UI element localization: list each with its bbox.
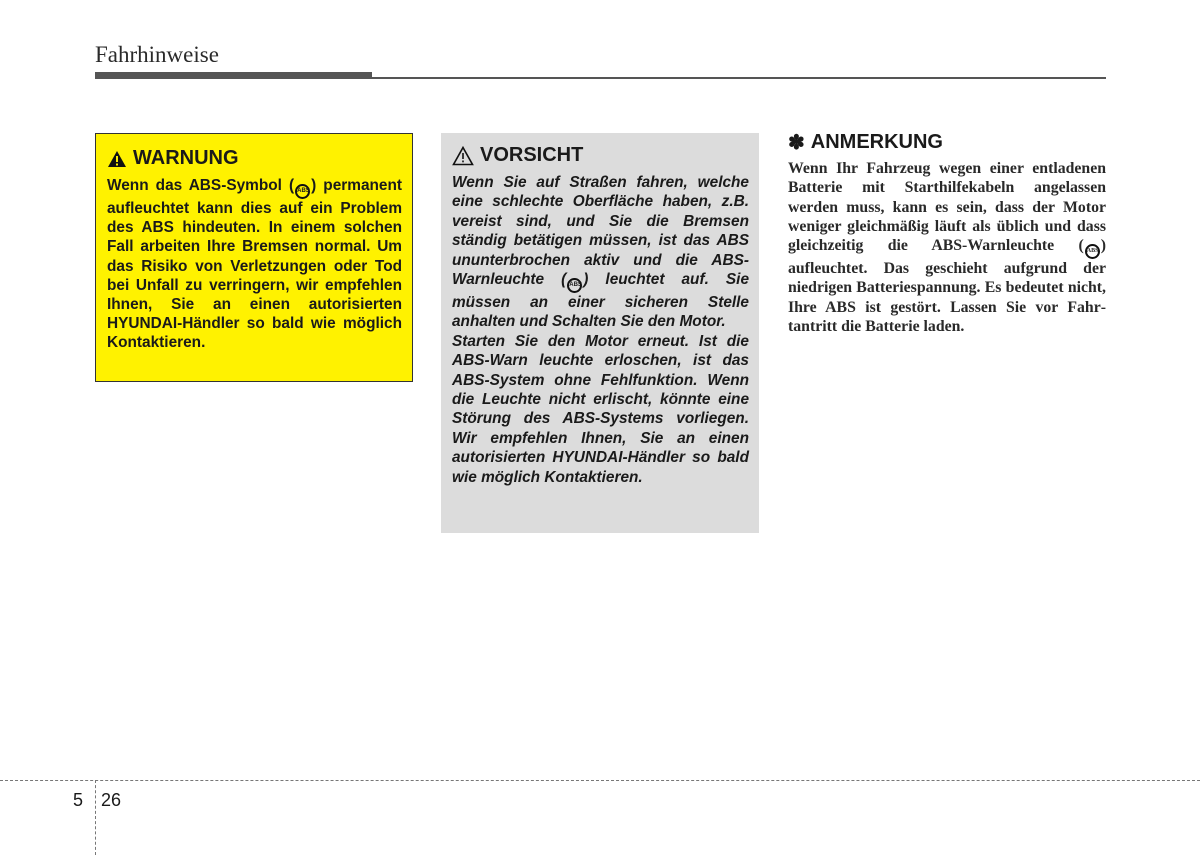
warning-text-part1: Wenn das ABS-Symbol (	[107, 177, 295, 194]
footer-vertical-rule	[95, 780, 96, 855]
header-rule-thin	[372, 77, 1106, 79]
note-section	[788, 130, 1106, 336]
note-title: ANMERKUNG	[810, 131, 943, 153]
caution-box	[441, 133, 759, 533]
caution-p1-part1: Wenn Sie auf Straßen fahren, welche eine schlechte Oberfläche haben, z.B. vereist sind, und Sie die Bremsen ständig betätigen müssen, ist das ABS ununterbrochen aktiv und die ABS-Warnleuchte (	[452, 174, 749, 289]
caution-p1-part2: ) leuchtet auf. Sie müssen an einer sicheren Stelle anhalten und Schalten Sie den Motor.	[452, 271, 749, 331]
abs-warning-icon: ABS	[1085, 244, 1100, 259]
caution-triangle-icon	[452, 146, 474, 166]
warning-heading	[107, 147, 402, 170]
warning-triangle-icon	[107, 150, 127, 168]
warning-text	[107, 176, 402, 353]
caution-text	[452, 173, 749, 487]
caution-title: VORSICHT	[480, 144, 584, 166]
header-rule-thick	[95, 72, 372, 79]
warning-text-part2: ) permanent aufleuchtet kann dies auf ein Problem des ABS hindeuten. In einem solchen Fall arbeiten Ihre Bremsen normal. Um das Risiko von Verletzungen oder Tod bei Unfall zu verringern, wir empfehlen Ihnen, Sie an einen autorisierten HYUNDAI-Händler so bald wie möglich Kontaktieren.	[107, 177, 402, 352]
warning-box	[95, 133, 413, 382]
caution-paragraph-1	[452, 173, 749, 332]
footer-dashed-rule	[0, 780, 1200, 781]
note-heading	[788, 130, 1106, 155]
note-text-part2: ) aufleuchtet. Das geschieht aufgrund der niedrigen Batteriespannung. Es bedeutet nicht, Ihre ABS ist gestört. Lassen Sie vor Fahrtantritt die Batterie laden.	[788, 237, 1106, 336]
page-number: 26	[101, 790, 122, 810]
warning-title: WARNUNG	[133, 147, 239, 169]
note-text	[788, 159, 1106, 336]
abs-warning-icon: ABS	[295, 184, 310, 199]
section-title: Fahrhinweise	[95, 42, 219, 67]
abs-warning-icon: ABS	[567, 278, 582, 293]
caution-paragraph-2: Starten Sie den Motor erneut. Ist die ABS-Warn leuchte erloschen, ist das ABS-System ohne Fehlfunktion. Wenn die Leuchte nicht erlischt, könnte eine Störung des ABS-Systems vorliegen. Wir empfehlen Ihnen, Sie an einen autorisierten HYUNDAI-Händler so bald wie möglich Kontaktieren.	[452, 332, 749, 486]
caution-heading	[452, 144, 749, 167]
chapter-number: 5	[73, 790, 84, 810]
asterisk-icon: ✽	[788, 132, 805, 154]
note-text-part1: Wenn Ihr Fahrzeug wegen einer entladenen Batterie mit Starthilfekabeln angelassen werden muss, kann es sein, dass der Motor weniger gleichmäßig läuft als üblich und dass gleichzeitig die ABS-Warnleuchte (	[788, 160, 1106, 255]
